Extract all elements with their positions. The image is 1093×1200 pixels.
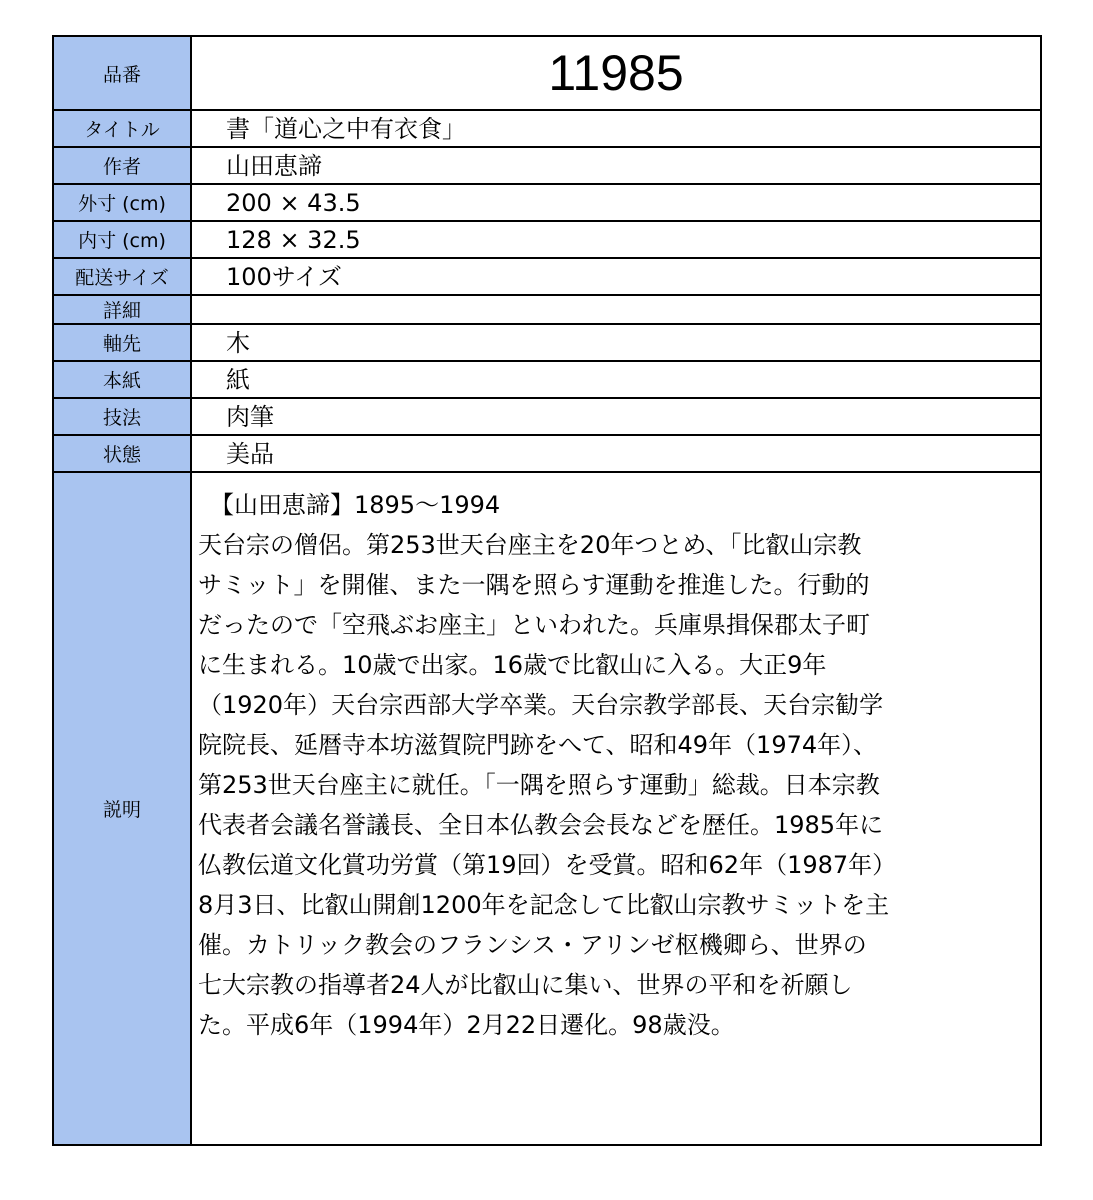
row-roller-end — [53, 324, 1041, 361]
value-paper-cell — [191, 361, 1041, 398]
row-outer-size — [53, 184, 1041, 221]
value-inner-size-cell — [191, 221, 1041, 258]
label-description: 説明 — [53, 472, 191, 1145]
label-condition: 状態 — [53, 435, 191, 472]
row-shipping-size — [53, 258, 1041, 295]
product-spec-table — [52, 35, 1042, 1146]
row-author — [53, 147, 1041, 184]
value-description-cell — [191, 472, 1041, 1145]
value-outer-size-cell — [191, 184, 1041, 221]
item-number: 11985 — [548, 45, 684, 101]
description-body: 天台宗の僧侶。第253世天台座主を20年つとめ、「比叡山宗教 サミット」を開催、また一隅を照らす運動を推進した。行動的 だったので「空飛ぶお座主」といわれた。兵庫県揖保郡太子町 に生まれる。10歳で出家。16歳で比叡山に入る。大正9年 （1920年）天台宗西部大学卒業。天台宗教学部長、天台宗勧学 院院長、延暦寺本坊滋賀院門跡をへて、昭和49年（1974年）、 第253世天台座主に就任。「一隅を照らす運動」総裁。日本宗教 代表者会議名誉議長、全日本仏教会会長などを歴任。1985年に 仏教伝道文化賞功労賞（第19回）を受賞。昭和62年（1987年） 8月3日、比叡山開創1200年を記念して比叡山宗教サミットを主 催。カトリック教会のフランシス・アリンゼ枢機卿ら、世界の 七大宗教の指導者24人が比叡山に集い、世界の平和を祈願し た。平成6年（1994年）2月22日遷化。98歳没。 — [198, 531, 897, 1039]
value-paper: 紙 — [226, 365, 250, 394]
value-author-cell — [191, 147, 1041, 184]
label-details: 詳細 — [53, 295, 191, 324]
label-author: 作者 — [53, 147, 191, 184]
label-paper: 本紙 — [53, 361, 191, 398]
label-item-number: 品番 — [53, 36, 191, 110]
row-item-number — [53, 36, 1041, 110]
value-condition: 美品 — [226, 439, 274, 468]
label-shipping-size: 配送サイズ — [53, 258, 191, 295]
description-heading: 【山田恵諦】1895～1994 — [210, 491, 501, 519]
label-roller-end: 軸先 — [53, 324, 191, 361]
row-condition — [53, 435, 1041, 472]
row-title — [53, 110, 1041, 147]
value-author: 山田恵諦 — [226, 151, 322, 180]
value-inner-size: 128 × 32.5 — [226, 225, 361, 254]
value-condition-cell — [191, 435, 1041, 472]
label-title: タイトル — [53, 110, 191, 147]
row-details — [53, 295, 1041, 324]
value-title: 書「道心之中有衣食」 — [226, 114, 466, 143]
row-paper — [53, 361, 1041, 398]
value-shipping-size-cell — [191, 258, 1041, 295]
value-technique: 肉筆 — [226, 402, 274, 431]
label-technique: 技法 — [53, 398, 191, 435]
label-outer-size: 外寸 (cm) — [53, 184, 191, 221]
row-technique — [53, 398, 1041, 435]
value-outer-size: 200 × 43.5 — [226, 188, 361, 217]
value-shipping-size: 100サイズ — [226, 262, 342, 291]
value-details-cell — [191, 295, 1041, 324]
value-technique-cell — [191, 398, 1041, 435]
value-title-cell — [191, 110, 1041, 147]
value-roller-end: 木 — [226, 328, 250, 357]
label-inner-size: 内寸 (cm) — [53, 221, 191, 258]
row-description — [53, 472, 1041, 1145]
value-item-number-cell — [191, 36, 1041, 110]
value-roller-end-cell — [191, 324, 1041, 361]
row-inner-size — [53, 221, 1041, 258]
